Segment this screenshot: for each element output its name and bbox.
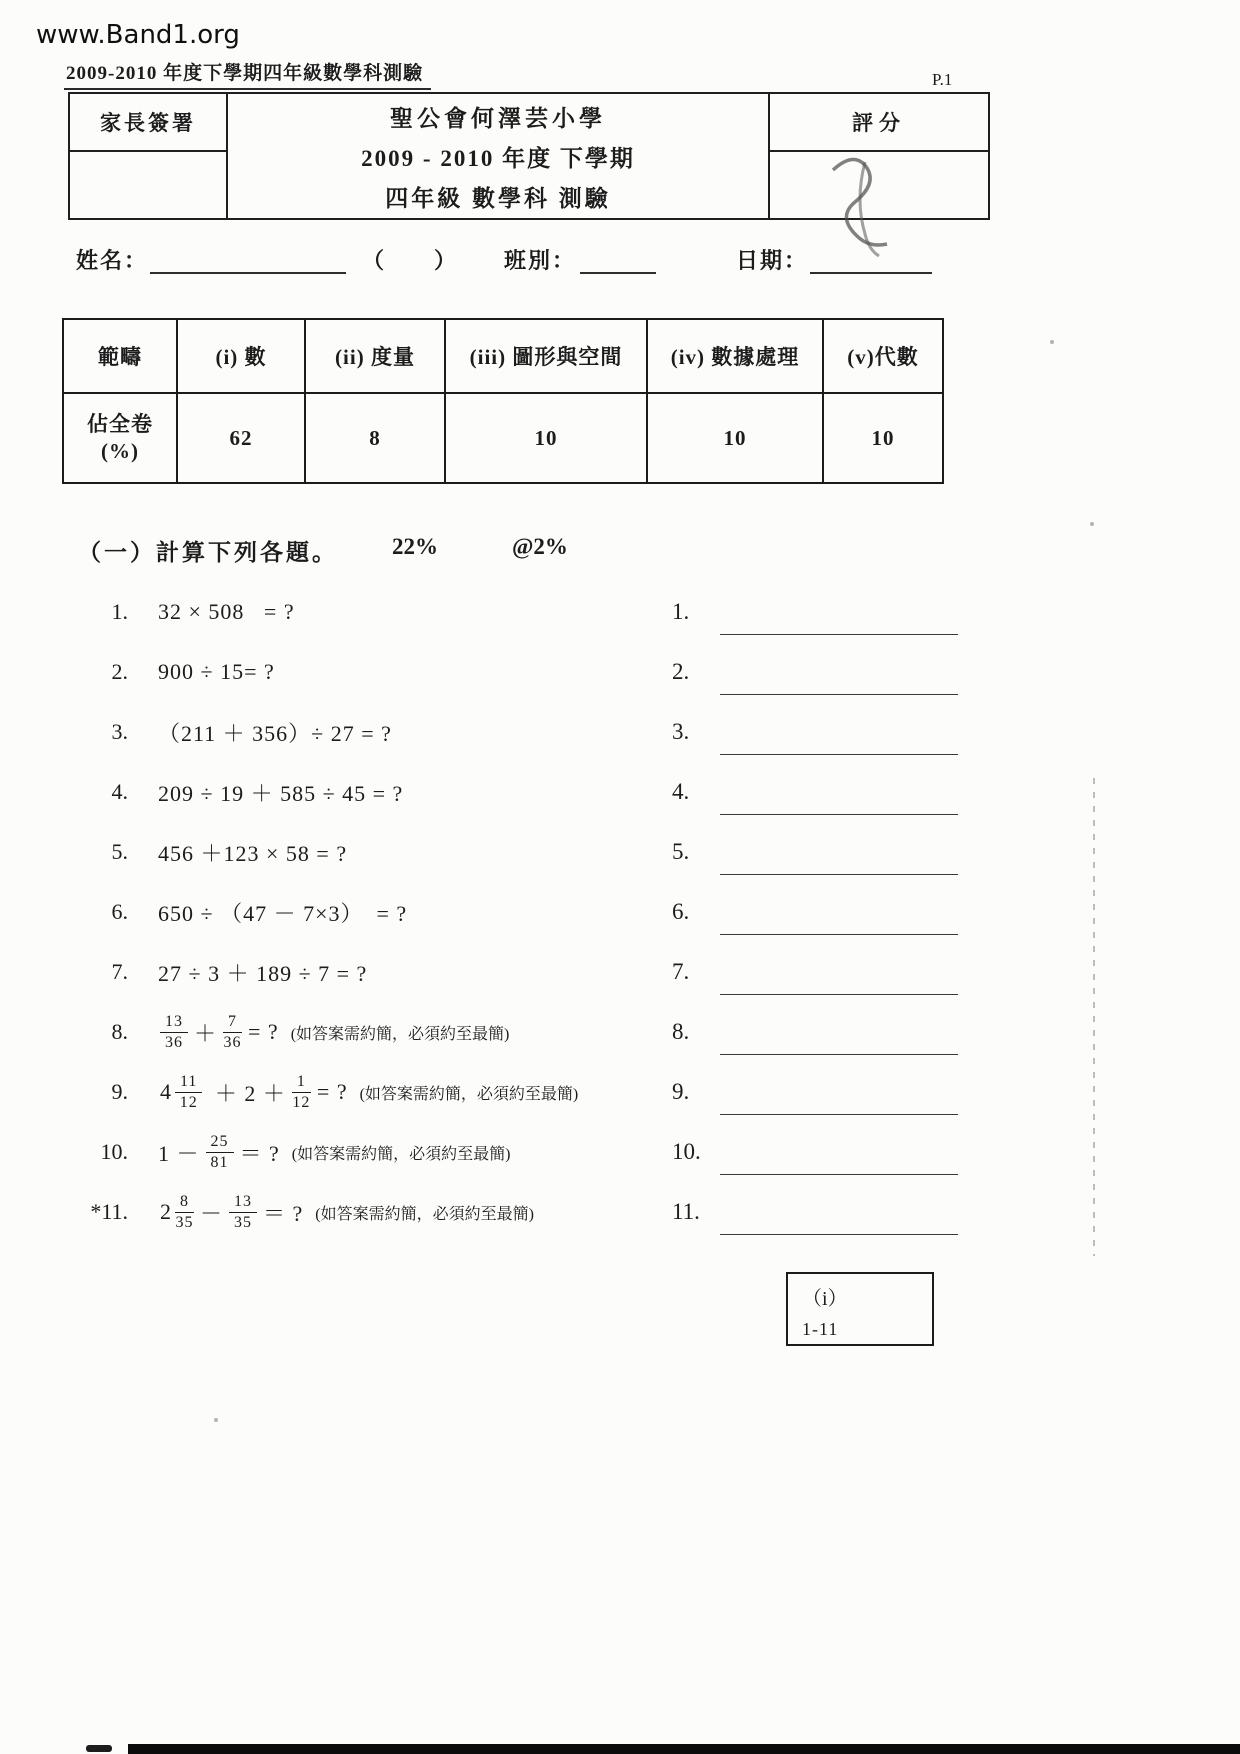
expression-text: ＋ (194, 1020, 218, 1046)
question-number: 10. (100, 1139, 128, 1164)
answer-row (672, 1062, 958, 1122)
table-value-number: 62 (178, 394, 306, 482)
question-row (70, 882, 682, 942)
question-number: 4. (111, 779, 128, 804)
denominator: 12 (292, 1093, 311, 1111)
school-title-cell (228, 94, 770, 218)
fraction-stack (229, 1194, 257, 1231)
class-blank (580, 244, 656, 274)
numerator: 25 (206, 1134, 234, 1153)
expression-text: 27 ÷ 3 ＋ 189 ÷ 7 = ? (158, 960, 368, 986)
expression-text: 900 ÷ 15= ? (158, 659, 275, 684)
row-label-line1: 佔全卷 (87, 411, 153, 436)
header-table (68, 92, 990, 220)
denominator: 81 (210, 1153, 229, 1171)
answer-blank-line (720, 1234, 958, 1235)
whole-number: 2 (160, 1199, 172, 1224)
numerator: 13 (229, 1194, 257, 1213)
table-value-algebra: 10 (871, 425, 895, 450)
answer-row (672, 882, 958, 942)
answer-number: 1. (672, 599, 690, 624)
fraction-stack (206, 1134, 234, 1171)
denominator: 35 (234, 1213, 253, 1231)
expression-text: （211 ＋ 356）÷ 27 = ? (158, 720, 392, 746)
scan-speck (1090, 522, 1094, 526)
numerator: 7 (223, 1014, 242, 1033)
answer-number: 6. (672, 899, 690, 924)
question-expression (156, 1014, 281, 1051)
question-number: 6. (111, 899, 128, 924)
table-value-shape-space: 10 (446, 394, 648, 482)
answer-number: 5. (672, 839, 690, 864)
fraction (292, 1074, 311, 1111)
section-weight: 22% (392, 534, 438, 559)
expression-text: 32 × 508 = ? (158, 599, 295, 624)
subject-line: 四年級 數學科 測驗 (385, 185, 611, 211)
question-expression (156, 1074, 350, 1111)
section-title: （一）計算下列各題。 (78, 540, 338, 565)
question-expression (156, 777, 405, 808)
fraction-stack (292, 1074, 311, 1111)
table-header-number: (i) 數 (178, 320, 306, 394)
question-number: 2. (111, 659, 128, 684)
answer-blank-line (720, 1174, 958, 1175)
document-title: 2009-2010 年度下學期四年級數學科測驗 (64, 58, 431, 90)
numerator: 11 (175, 1074, 202, 1093)
question-expression (156, 897, 409, 928)
table-value-measure: 8 (306, 394, 446, 482)
section-per-question: @2% (512, 534, 568, 559)
question-expression (156, 957, 369, 988)
question-row (70, 642, 682, 702)
answer-row (672, 1002, 958, 1062)
denominator: 35 (175, 1213, 194, 1231)
answer-number: 4. (672, 779, 690, 804)
question-number: 7. (111, 959, 128, 984)
date-blank (810, 244, 932, 274)
question-number: 3. (111, 719, 128, 744)
denominator: 36 (165, 1033, 183, 1051)
answer-row (672, 762, 958, 822)
whole-number: 4 (160, 1079, 172, 1104)
fraction (206, 1134, 234, 1171)
answer-blank-line (720, 1114, 958, 1115)
name-blank (150, 244, 346, 274)
question-expression (156, 599, 297, 625)
numerator: 1 (292, 1074, 311, 1093)
answer-row (672, 1122, 958, 1182)
question-row (70, 1122, 682, 1182)
name-number-bracket: （ ） (362, 248, 471, 273)
fraction-stack (175, 1194, 194, 1231)
expression-text: 456 ＋123 × 58 = ? (158, 840, 348, 866)
question-note: (如答案需約簡，必須約至最簡) (290, 1025, 510, 1043)
question-expression (156, 1194, 305, 1231)
fraction (160, 1014, 188, 1051)
answer-number: 10. (672, 1139, 701, 1164)
school-name: 聖公會何澤芸小學 (390, 105, 606, 131)
question-expression (156, 717, 394, 748)
scanner-edge-mark (86, 1745, 112, 1752)
scan-speck (214, 1418, 218, 1422)
mixed-fraction (160, 1074, 202, 1111)
question-row (70, 582, 682, 642)
question-row (70, 1062, 682, 1122)
expression-text: 1 － (158, 1140, 200, 1166)
answer-number: 2. (672, 659, 690, 684)
table-header-category: 範疇 (64, 320, 178, 394)
numerator: 13 (160, 1014, 188, 1033)
expression-text: = ? (248, 1019, 279, 1044)
answer-number: 8. (672, 1019, 690, 1044)
answer-row (672, 582, 958, 642)
score-distribution-table (62, 318, 944, 484)
expression-text: = ? (316, 1079, 348, 1104)
question-row (70, 762, 682, 822)
question-row (70, 942, 682, 1002)
scan-artifact-line (1093, 778, 1095, 1256)
answers-list (672, 582, 958, 1242)
parent-signature-label: 家長簽署 (70, 94, 226, 152)
question-note: (如答案需約簡，必須約至最簡) (359, 1085, 579, 1103)
expression-text: ＋ 2 ＋ (208, 1080, 286, 1106)
answer-blank-line (720, 934, 958, 935)
question-number: 9. (111, 1079, 128, 1104)
expression-text: ＝ ? (239, 1140, 280, 1166)
expression-text: 209 ÷ 19 ＋ 585 ÷ 45 = ? (158, 780, 404, 806)
numerator: 8 (175, 1194, 194, 1213)
answer-blank-line (720, 694, 958, 695)
summary-range: 1-11 (802, 1319, 839, 1339)
answer-blank-line (720, 634, 958, 635)
scan-speck (1050, 340, 1054, 344)
marks-summary-box (786, 1272, 934, 1346)
watermark-text: www.Band1.org (36, 20, 240, 50)
parent-signature-cell (70, 94, 228, 218)
answer-number: 9. (672, 1079, 690, 1104)
table-row-label (64, 394, 178, 482)
answer-row (672, 822, 958, 882)
summary-section: （i） (802, 1288, 848, 1310)
question-row (70, 1002, 682, 1062)
mixed-fraction (160, 1194, 194, 1231)
answer-row (672, 702, 958, 762)
table-header-shape-space: (iii) 圖形與空間 (446, 320, 648, 394)
expression-text: ＝ ? (263, 1200, 304, 1226)
date-label: 日期： (736, 248, 809, 273)
score-cell (770, 94, 988, 218)
fraction-stack (223, 1014, 242, 1051)
answer-number: 3. (672, 719, 690, 744)
class-label: 班別： (504, 248, 577, 273)
score-label: 評分 (770, 94, 988, 152)
name-label: 姓名： (76, 248, 149, 273)
fraction (223, 1014, 242, 1051)
question-row (70, 702, 682, 762)
table-header-measure: (ii) 度量 (306, 320, 446, 394)
fraction-stack (160, 1014, 188, 1051)
questions-list (70, 582, 682, 1242)
fraction (229, 1194, 257, 1231)
scanner-edge-bar (128, 1744, 1240, 1754)
answer-row (672, 942, 958, 1002)
answer-blank-line (720, 754, 958, 755)
question-number: 8. (111, 1019, 128, 1044)
question-number: *11. (90, 1199, 128, 1224)
table-header-data: (iv) 數據處理 (648, 320, 824, 394)
question-expression (156, 837, 349, 868)
question-number: 5. (111, 839, 128, 864)
answer-number: 11. (672, 1199, 700, 1224)
expression-text: 650 ÷ （47 － 7×3） = ? (158, 900, 408, 926)
denominator: 12 (179, 1093, 198, 1111)
answer-row (672, 1182, 958, 1242)
question-expression (156, 1134, 282, 1171)
term-line: 2009 - 2010 年度 下學期 (361, 145, 635, 171)
question-note: (如答案需約簡，必須約至最簡) (315, 1205, 534, 1223)
answer-blank-line (720, 814, 958, 815)
question-number: 1. (111, 599, 128, 624)
question-row (70, 822, 682, 882)
answer-blank-line (720, 994, 958, 995)
question-row (70, 1182, 682, 1242)
expression-text: － (200, 1200, 224, 1226)
row-label-line2: (%) (101, 439, 139, 463)
table-value-data: 10 (648, 394, 824, 482)
answer-row (672, 642, 958, 702)
answer-blank-line (720, 1054, 958, 1055)
table-header-algebra: (v)代數 (824, 320, 942, 394)
page-number: P.1 (932, 70, 953, 89)
question-note: (如答案需約簡，必須約至最簡) (291, 1145, 511, 1163)
fraction-stack (175, 1074, 202, 1111)
answer-number: 7. (672, 959, 690, 984)
denominator: 36 (223, 1033, 242, 1051)
question-expression (156, 659, 277, 685)
answer-blank-line (720, 874, 958, 875)
